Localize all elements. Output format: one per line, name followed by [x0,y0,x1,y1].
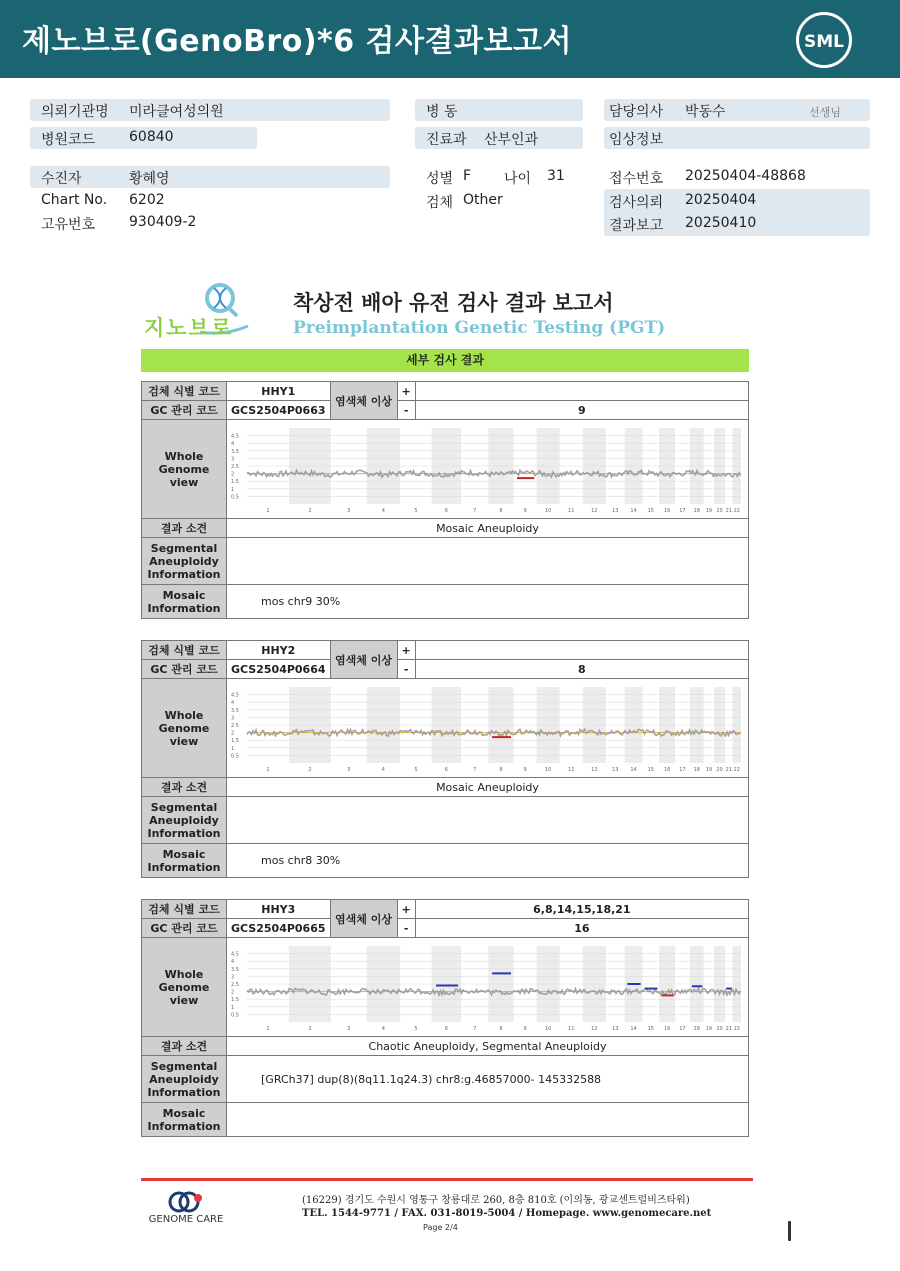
y-tick-label: 4.5 [231,951,239,958]
sample-code-value: HHY1 [227,382,331,401]
address-line: (16229) 경기도 수원시 영통구 창룡대로 260, 8층 810호 (이의동, 광교센트럴비즈타워) [302,1195,690,1206]
result-table-1 [141,381,749,619]
y-tick-label: 4 [231,959,235,966]
ward-label: 병 동 [426,104,458,120]
x-tick-label: 13 [612,508,619,514]
sample-code-label: 검체 식별 코드 [142,382,227,401]
wgv-label: Whole Genome view [142,679,227,778]
x-tick-label: 16 [663,767,671,773]
sex-label: 성별 [426,171,454,187]
x-tick-label: 15 [647,1026,654,1032]
x-tick-label: 2 [308,767,312,773]
x-tick-label: 12 [591,508,598,514]
y-tick-label: 4.5 [231,433,239,440]
page-number: Page 2/4 [423,1223,458,1232]
finding-label: 결과 소견 [142,1037,227,1056]
x-tick-label: 8 [499,767,503,773]
receipt-field [609,168,806,188]
x-tick-label: 16 [663,508,671,514]
doctor-field [609,101,864,121]
x-tick-label: 6 [444,508,448,514]
sample-code-value: HHY3 [227,900,331,919]
institution-field [41,101,224,121]
gc-code-label: GC 관리 코드 [142,401,227,420]
x-tick-label: 10 [544,508,552,514]
x-tick-label: 12 [591,1026,598,1032]
patient-field [41,168,170,188]
mosaic-value: mos chr8 30% [227,844,749,878]
segmental-value: [GRCh37] dup(8)(8q11.1q24.3) chr8:g.46857000- 145332588 [227,1056,749,1103]
minus-sign: - [397,919,415,938]
report-date-field [609,215,757,235]
x-tick-label: 22 [733,508,740,514]
x-tick-label: 8 [499,1026,503,1032]
gc-code-label: GC 관리 코드 [142,919,227,938]
y-tick-label: 2.5 [231,723,239,729]
x-tick-label: 5 [414,1026,418,1032]
x-tick-label: 22 [733,1026,740,1032]
genome-plot-svg [229,940,745,1034]
clinical-field [609,129,663,149]
y-tick-label: 3.5 [231,966,239,973]
x-tick-label: 16 [663,1026,671,1032]
y-tick-label: 0.5 [231,753,239,760]
minus-value: 9 [415,401,748,420]
request-value: 20250404 [685,192,757,208]
x-tick-label: 13 [612,1026,619,1032]
finding-label: 결과 소견 [142,519,227,538]
receipt-label: 접수번호 [609,171,664,187]
genome-view-1 [229,422,746,516]
mosaic-value [227,1103,749,1137]
x-tick-label: 11 [568,508,575,514]
id-field [41,214,197,234]
age-label: 나이 [504,171,532,187]
genobro-logo-text: 지노브로 [144,316,234,340]
x-tick-label: 18 [693,508,700,514]
hospital-code-field [41,129,174,149]
genome-view-2 [229,681,746,775]
x-tick-label: 17 [679,508,686,514]
mosaic-label: Mosaic Information [142,1103,227,1137]
x-tick-label: 11 [568,1026,575,1032]
y-tick-label: 3 [231,715,235,722]
age-value: 31 [547,168,565,184]
footer-divider [141,1178,753,1181]
chrom-abn-label: 염색체 이상 [330,900,397,938]
gc-code-value: GCS2504P0665 [227,919,331,938]
segmental-label: Segmental Aneuploidy Information [142,797,227,844]
y-tick-label: 4 [231,441,235,448]
sample-code-label: 검체 식별 코드 [142,900,227,919]
x-tick-label: 22 [733,767,740,773]
gc-code-label: GC 관리 코드 [142,660,227,679]
x-tick-label: 2 [308,1026,312,1032]
finding-value: Mosaic Aneuploidy [227,519,749,538]
patient-value: 황혜영 [129,171,170,187]
hospital-code-label: 병원코드 [41,132,96,148]
y-tick-label: 2 [231,471,235,478]
plus-sign: + [397,900,415,919]
x-tick-label: 1 [266,1026,270,1032]
segmental-value [227,797,749,844]
x-tick-label: 8 [499,508,503,514]
y-tick-label: 1.5 [231,738,239,745]
gc-code-value: GCS2504P0664 [227,660,331,679]
x-tick-label: 6 [444,767,448,773]
receipt-value: 20250404-48868 [685,168,806,184]
x-tick-label: 20 [716,508,723,514]
y-tick-label: 3 [231,974,235,981]
chart-value: 6202 [129,192,165,208]
y-tick-label: 1 [231,745,235,752]
finding-value: Chaotic Aneuploidy, Segmental Aneuploidy [227,1037,749,1056]
y-tick-label: 4.5 [231,692,239,699]
x-tick-label: 18 [693,767,700,773]
mosaic-label: Mosaic Information [142,585,227,619]
plus-value: 6,8,14,15,18,21 [415,900,748,919]
x-tick-label: 4 [381,508,385,514]
y-tick-label: 0.5 [231,494,239,501]
x-tick-label: 6 [444,1026,448,1032]
mosaic-label: Mosaic Information [142,844,227,878]
wgv-label: Whole Genome view [142,938,227,1037]
x-tick-label: 14 [630,508,637,514]
y-tick-label: 2.5 [231,464,239,470]
genome-care-name: GENOME CARE [148,1214,224,1225]
segmental-value [227,538,749,585]
hospital-code-value: 60840 [129,129,174,145]
section-title: 세부 검사 결과 [141,349,749,372]
x-tick-label: 19 [705,508,713,514]
x-tick-label: 11 [568,767,575,773]
specimen-field [426,192,503,212]
x-tick-label: 3 [347,508,351,514]
y-tick-label: 2.5 [231,982,239,988]
x-tick-label: 10 [544,1026,552,1032]
dept-field [426,129,539,149]
x-tick-label: 7 [473,1026,477,1032]
gc-code-value: GCS2504P0663 [227,401,331,420]
x-tick-label: 17 [679,1026,686,1032]
genobro-logo [140,282,252,342]
x-tick-label: 20 [716,1026,723,1032]
wgv-label: Whole Genome view [142,420,227,519]
chart-label: Chart No. [41,192,108,208]
specimen-label: 검체 [426,195,454,211]
x-tick-label: 2 [308,508,312,514]
segmental-label: Segmental Aneuploidy Information [142,1056,227,1103]
report-header-bar [0,0,900,78]
chrom-abn-label: 염색체 이상 [330,382,397,420]
x-tick-label: 19 [705,1026,713,1032]
x-tick-label: 21 [725,508,733,514]
minus-value: 8 [415,660,748,679]
result-table-3 [141,899,749,1137]
doctor-label: 담당의사 [609,104,664,120]
x-tick-label: 14 [630,1026,637,1032]
x-tick-label: 17 [679,767,686,773]
y-tick-label: 1 [231,486,235,493]
institution-value: 미라클여성의원 [129,104,224,120]
result-table-2 [141,640,749,878]
y-tick-label: 0.5 [231,1012,239,1019]
sample-code-value: HHY2 [227,641,331,660]
genome-care-logo [140,1190,230,1232]
x-tick-label: 15 [647,508,654,514]
y-tick-label: 1 [231,1004,235,1011]
plus-value [415,641,748,660]
x-tick-label: 21 [725,767,733,773]
doctor-value: 박동수 [685,104,726,120]
genome-plot-svg [229,422,745,516]
chart-field [41,192,165,208]
request-field [609,192,757,212]
sample-code-label: 검체 식별 코드 [142,641,227,660]
dept-value: 산부인과 [484,132,539,148]
specimen-value: Other [463,192,503,208]
pgt-title: 착상전 배아 유전 검사 결과 보고서 [293,291,614,315]
sml-logo: SML [796,12,852,68]
x-tick-label: 4 [381,767,385,773]
minus-sign: - [397,660,415,679]
genome-care-icon [165,1190,205,1214]
plus-sign: + [397,641,415,660]
x-tick-label: 1 [266,767,270,773]
x-tick-label: 1 [266,508,270,514]
x-tick-label: 20 [716,767,723,773]
plus-sign: + [397,382,415,401]
plus-value [415,382,748,401]
x-tick-label: 21 [725,1026,733,1032]
x-tick-label: 4 [381,1026,385,1032]
clinical-label: 임상정보 [609,132,664,148]
pgt-subtitle: Preimplantation Genetic Testing (PGT) [293,318,666,338]
dept-label: 진료과 [426,132,467,148]
x-tick-label: 14 [630,767,637,773]
chrom-abn-label: 염색체 이상 [330,641,397,679]
y-tick-label: 3.5 [231,448,239,455]
y-tick-label: 4 [231,700,235,707]
x-tick-label: 10 [544,767,552,773]
finding-value: Mosaic Aneuploidy [227,778,749,797]
x-tick-label: 7 [473,767,477,773]
minus-value: 16 [415,919,748,938]
finding-label: 결과 소견 [142,778,227,797]
x-tick-label: 5 [414,767,418,773]
report-date-label: 결과보고 [609,218,664,234]
report-date-value: 20250410 [685,215,757,231]
genome-plot-svg [229,681,745,775]
x-tick-label: 7 [473,508,477,514]
y-tick-label: 1.5 [231,997,239,1004]
mosaic-value: mos chr9 30% [227,585,749,619]
x-tick-label: 15 [647,767,654,773]
minus-sign: - [397,401,415,420]
institution-label: 의뢰기관명 [41,104,109,120]
y-tick-label: 3.5 [231,707,239,714]
sex-value: F [463,168,472,184]
x-tick-label: 5 [414,508,418,514]
x-tick-label: 9 [523,767,527,773]
x-tick-label: 19 [705,767,713,773]
sex-field [426,168,565,188]
patient-label: 수진자 [41,171,82,187]
x-tick-label: 3 [347,767,351,773]
x-tick-label: 12 [591,767,598,773]
x-tick-label: 9 [523,508,527,514]
request-label: 검사의뢰 [609,195,664,211]
y-tick-label: 2 [231,730,235,737]
id-label: 고유번호 [41,217,96,233]
text-cursor [788,1221,791,1241]
id-value: 930409-2 [129,214,197,230]
x-tick-label: 3 [347,1026,351,1032]
x-tick-label: 9 [523,1026,527,1032]
ward-field [426,101,458,121]
segmental-label: Segmental Aneuploidy Information [142,538,227,585]
y-tick-label: 3 [231,456,235,463]
footer-address [302,1191,711,1219]
genome-view-3 [229,940,746,1034]
contact-line: TEL. 1544-9771 / FAX. 031-8019-5004 / Homepage. www.genomecare.net [302,1208,712,1219]
x-tick-label: 18 [693,1026,700,1032]
doctor-suffix: 선생님 [809,106,841,119]
y-tick-label: 2 [231,989,235,996]
report-title: 제노브로(GenoBro)*6 검사결과보고서 [22,24,572,59]
x-tick-label: 13 [612,767,619,773]
y-tick-label: 1.5 [231,479,239,486]
